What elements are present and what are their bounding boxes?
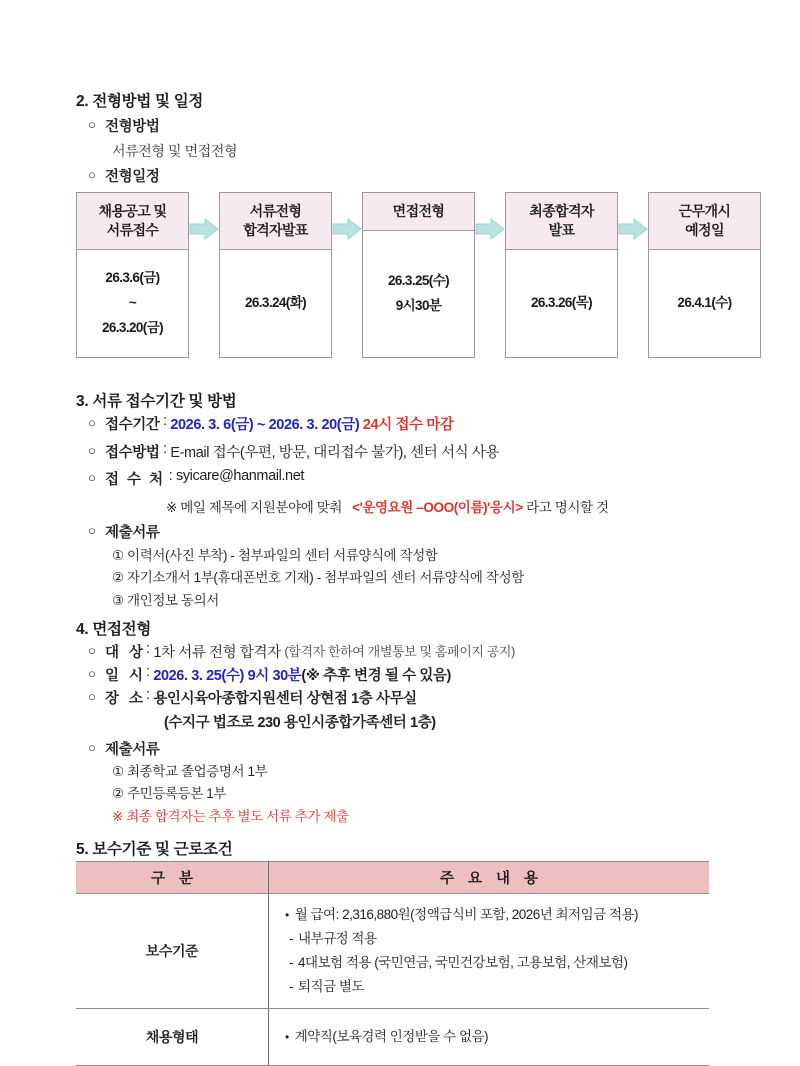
flow-arrow-3 [475,192,505,358]
section3-method-value: E-mail 접수(우편, 방문, 대리접수 불가), 센터 서식 사용 [170,445,500,461]
flow-step-4-body: 26.3.26(목) [530,294,593,310]
circle-bullet-icon: ○ [88,443,96,458]
section4-place-row [88,687,417,708]
section3-mail-subject-note [166,496,609,516]
section4-target-row [88,641,515,662]
arrow-right-icon [189,218,219,240]
section2-item1-text: 서류전형 및 면접전형 [112,143,238,159]
section-2-title: 2. 전형방법 및 일정 [76,93,204,110]
section-4-title: 4. 면접전형 [76,621,152,638]
separator-colon: : [159,441,171,457]
flow-step-1 [76,192,189,358]
section4-place-value: 용인시육아종합지원센터 상현점 1층 사무실 [153,691,417,707]
section-5-title: 5. 보수기준 및 근로조건 [76,841,233,858]
circle-bullet-icon: ○ [88,666,96,681]
section4-place-sub-row [164,711,436,732]
arrow-right-icon [618,218,648,240]
column-header-details: 주 요 내 용 [269,862,710,894]
flow-step-4-header: 최종합격자 발표 [506,193,617,250]
table-body [76,894,709,1066]
circle-bullet-icon: ○ [88,117,96,132]
section-3-title: 3. 서류 접수기간 및 방법 [76,393,237,410]
flow-step-2-header: 서류전형 합격자발표 [220,193,331,250]
table-header-row [76,862,709,894]
flow-step-1-body: 26.3.6(금) ~ 26.3.20(금) [101,269,164,335]
flow-step-1-header: 채용공고 및 서류접수 [77,193,188,250]
section4-target-value: 1차 서류 전형 합격자 [153,645,281,661]
list-item: • 월 급여: 2,316,880원(정액급식비 포함, 2026년 최저임금 적용) [285,903,709,927]
flow-arrow-4 [618,192,648,358]
list-item: ② 주민등록등본 1부 [112,786,226,802]
section3-contact-label: 접 수 처 [105,472,166,488]
flow-step-3-body: 26.3.25(수) 9시30분 [387,272,450,313]
selection-process-flow [76,192,750,358]
flow-step-3-header: 면접전형 [363,193,474,231]
flow-arrow-1 [189,192,219,358]
circle-bullet-icon: ○ [88,740,96,755]
row-label-employment-type: 채용형태 [76,1009,269,1066]
section3-docs-label: 제출서류 [105,525,160,541]
compensation-table [76,861,709,1066]
circle-bullet-icon: ○ [88,167,96,182]
flow-step-2 [219,192,332,358]
separator-colon: : [146,664,154,680]
list-item: ‐ 4대보험 적용 (국민연금, 국민건강보험, 고용보험, 산재보험) [285,951,709,975]
flow-step-3 [362,192,475,358]
section4-datetime-value: 2026. 3. 25(수) 9시 30분 [153,668,302,684]
list-item: ② 자기소개서 1부(휴대폰번호 기재) - 첨부파일의 센터 서류양식에 작성함 [112,570,524,586]
section4-datetime-note: (※ 추후 변경 될 수 있음) [301,668,451,684]
section4-datetime-label: 일 시 [105,668,147,684]
section4-docs-list [112,761,349,828]
section-2-heading [76,89,203,111]
section3-contact-row [88,468,304,489]
section4-place-sub: (수지구 법조로 230 용인시종합가족센터 1층) [164,715,436,731]
section3-docs-list [112,545,524,612]
list-item: ① 최종학교 졸업증명서 1부 [112,764,268,779]
note-red-highlight: <'운영요원 –OOO(이름)'응시> [352,500,523,515]
arrow-right-icon [332,218,362,240]
separator-colon: : [146,687,154,703]
section2-item-schedule [88,165,159,186]
section4-datetime-row [88,664,451,685]
table-row [76,1009,709,1066]
section2-item1-label: 전형방법 [105,119,160,135]
column-header-category: 구 분 [76,862,269,894]
section3-period-dates: 2026. 3. 6(금) ~ 2026. 3. 20(금) [170,417,360,433]
section4-place-label: 장 소 [105,691,147,707]
section3-method-row [88,441,499,462]
section3-docs-row [88,521,159,542]
section4-docs-row [88,738,159,759]
circle-bullet-icon: ○ [88,523,96,538]
circle-bullet-icon: ○ [88,415,96,430]
circle-bullet-icon: ○ [88,643,96,658]
separator-colon: : [159,413,171,429]
section2-item2-label: 전형일정 [105,169,160,185]
section4-docs-warning: ※ 최종 합격자는 추후 별도 서류 추가 제출 [112,808,349,824]
section4-target-note: (합격자 한하여 개별통보 및 홈페이지 공지) [284,644,515,659]
list-item: • 계약직(보육경력 인정받을 수 없음) [285,1025,709,1049]
row-label-salary: 보수기준 [76,894,269,1009]
arrow-right-icon [475,218,505,240]
table-header [76,862,709,894]
flow-step-5 [648,192,761,358]
flow-step-5-body: 26.4.1(수) [677,294,732,310]
list-item: ① 이력서(사진 부착) - 첨부파일의 센터 서류양식에 작성함 [112,548,438,563]
separator-colon: : [146,641,154,657]
table-row [76,894,709,1009]
note-suffix: 라고 명시할 것 [526,500,609,515]
section4-docs-label: 제출서류 [105,742,160,758]
section4-target-label: 대 상 [105,645,147,661]
section2-item-transform-method [88,115,159,136]
flow-step-5-header: 근무개시 예정일 [649,193,760,250]
circle-bullet-icon: ○ [88,689,96,704]
list-item: ‐ 내부규정 적용 [285,927,709,951]
section3-period-row [88,413,454,434]
separator-colon: : [165,468,176,484]
flow-arrow-2 [332,192,362,358]
row-content-salary [269,894,710,1009]
flow-step-2-body: 26.3.24(화) [244,294,307,310]
section3-period-label: 접수기간 [105,417,160,433]
section3-contact-email: syicare@hanmail.net [175,468,304,484]
flow-step-4 [505,192,618,358]
section3-method-label: 접수방법 [105,445,160,461]
circle-bullet-icon: ○ [88,470,96,485]
section3-period-deadline: 24시 접수 마감 [362,417,454,433]
list-item: ‐ 퇴직금 별도 [285,975,709,999]
row-content-employment-type [269,1009,710,1066]
list-item: ③ 개인정보 동의서 [112,592,219,608]
note-prefix: ※ 메일 제목에 지원분야에 맞춰 [166,500,343,515]
